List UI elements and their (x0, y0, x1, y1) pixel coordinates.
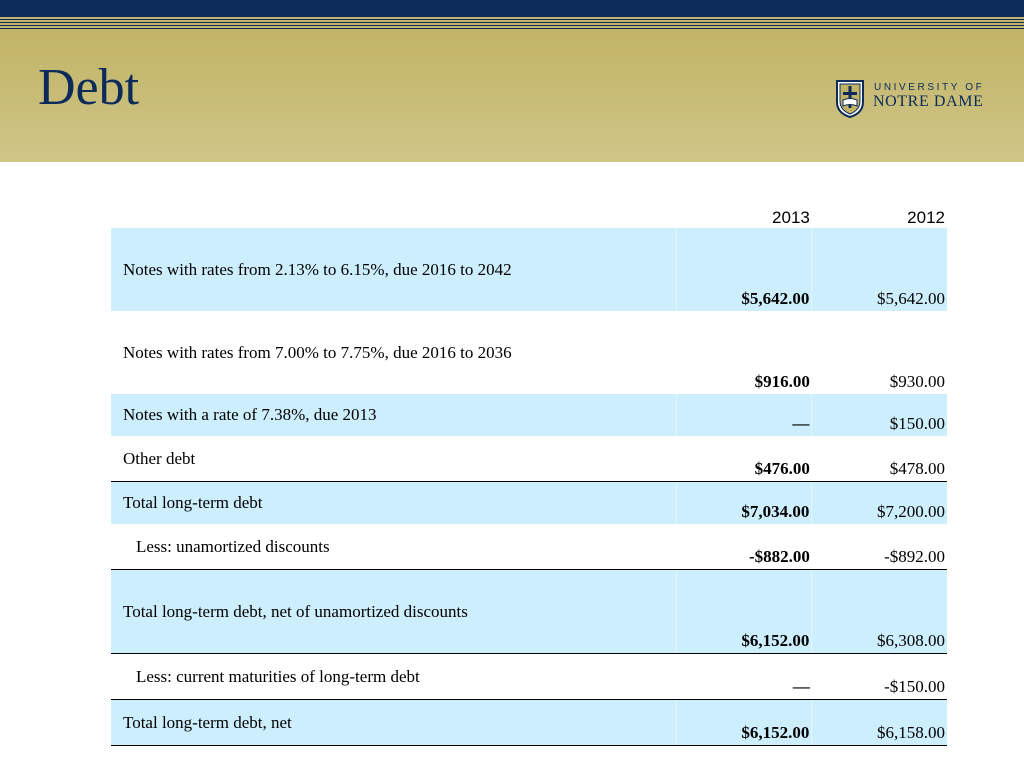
header-2012: 2012 (907, 208, 945, 227)
row-label: Notes with rates from 2.13% to 6.15%, due 2016 to 2042 (111, 228, 676, 311)
value-2013: $476.00 (676, 436, 812, 482)
row-label: Less: current maturities of long-term debt (111, 654, 676, 700)
value-2012: $6,308.00 (812, 570, 947, 654)
value-2013: $916.00 (754, 372, 810, 391)
debt-table (111, 205, 947, 746)
pinstripe-band (0, 16, 1024, 30)
row-label: Notes with a rate of 7.38%, due 2013 (111, 394, 676, 436)
logo-line-1: UNIVERSITY OF (874, 82, 985, 93)
table-header-row (111, 205, 947, 228)
table-row (111, 570, 947, 654)
value-2012: $7,200.00 (812, 482, 947, 525)
table-row (111, 482, 947, 525)
value-2012: -$892.00 (812, 524, 947, 570)
university-logo (836, 80, 991, 118)
value-2012: -$150.00 (812, 654, 947, 700)
row-label: Total long-term debt (111, 482, 676, 525)
table-row (111, 228, 947, 311)
value-2013: $7,034.00 (676, 482, 812, 525)
row-label: Notes with rates from 7.00% to 7.75%, due 2016 to 2036 (123, 342, 512, 362)
header-spacer (111, 205, 676, 228)
shield-icon (836, 80, 864, 118)
value-2013: — (676, 394, 812, 436)
table-row (111, 524, 947, 570)
logo-line-2: NOTRE DAME (873, 93, 984, 110)
row-label: Other debt (111, 436, 676, 482)
row-label: Total long-term debt, net of unamortized discounts (111, 570, 676, 654)
table-row (111, 700, 947, 746)
row-label: Total long-term debt, net (111, 700, 676, 746)
table-row (111, 436, 947, 482)
value-2013: $6,152.00 (676, 570, 812, 654)
row-label: Less: unamortized discounts (111, 524, 676, 570)
value-2013: $5,642.00 (676, 228, 812, 311)
value-2012: $150.00 (812, 394, 947, 436)
header-2013: 2013 (772, 208, 810, 227)
table-row (111, 311, 947, 394)
value-2013: $6,152.00 (676, 700, 812, 746)
value-2012: $478.00 (812, 436, 947, 482)
value-2013: — (676, 654, 812, 700)
top-navy-bar (0, 0, 1024, 16)
value-2012: $6,158.00 (812, 700, 947, 746)
slide-title: Debt (38, 59, 140, 116)
value-2013: -$882.00 (676, 524, 812, 570)
table-row (111, 654, 947, 700)
value-2012: $930.00 (889, 372, 945, 391)
table-row (111, 394, 947, 436)
value-2012: $5,642.00 (812, 228, 947, 311)
